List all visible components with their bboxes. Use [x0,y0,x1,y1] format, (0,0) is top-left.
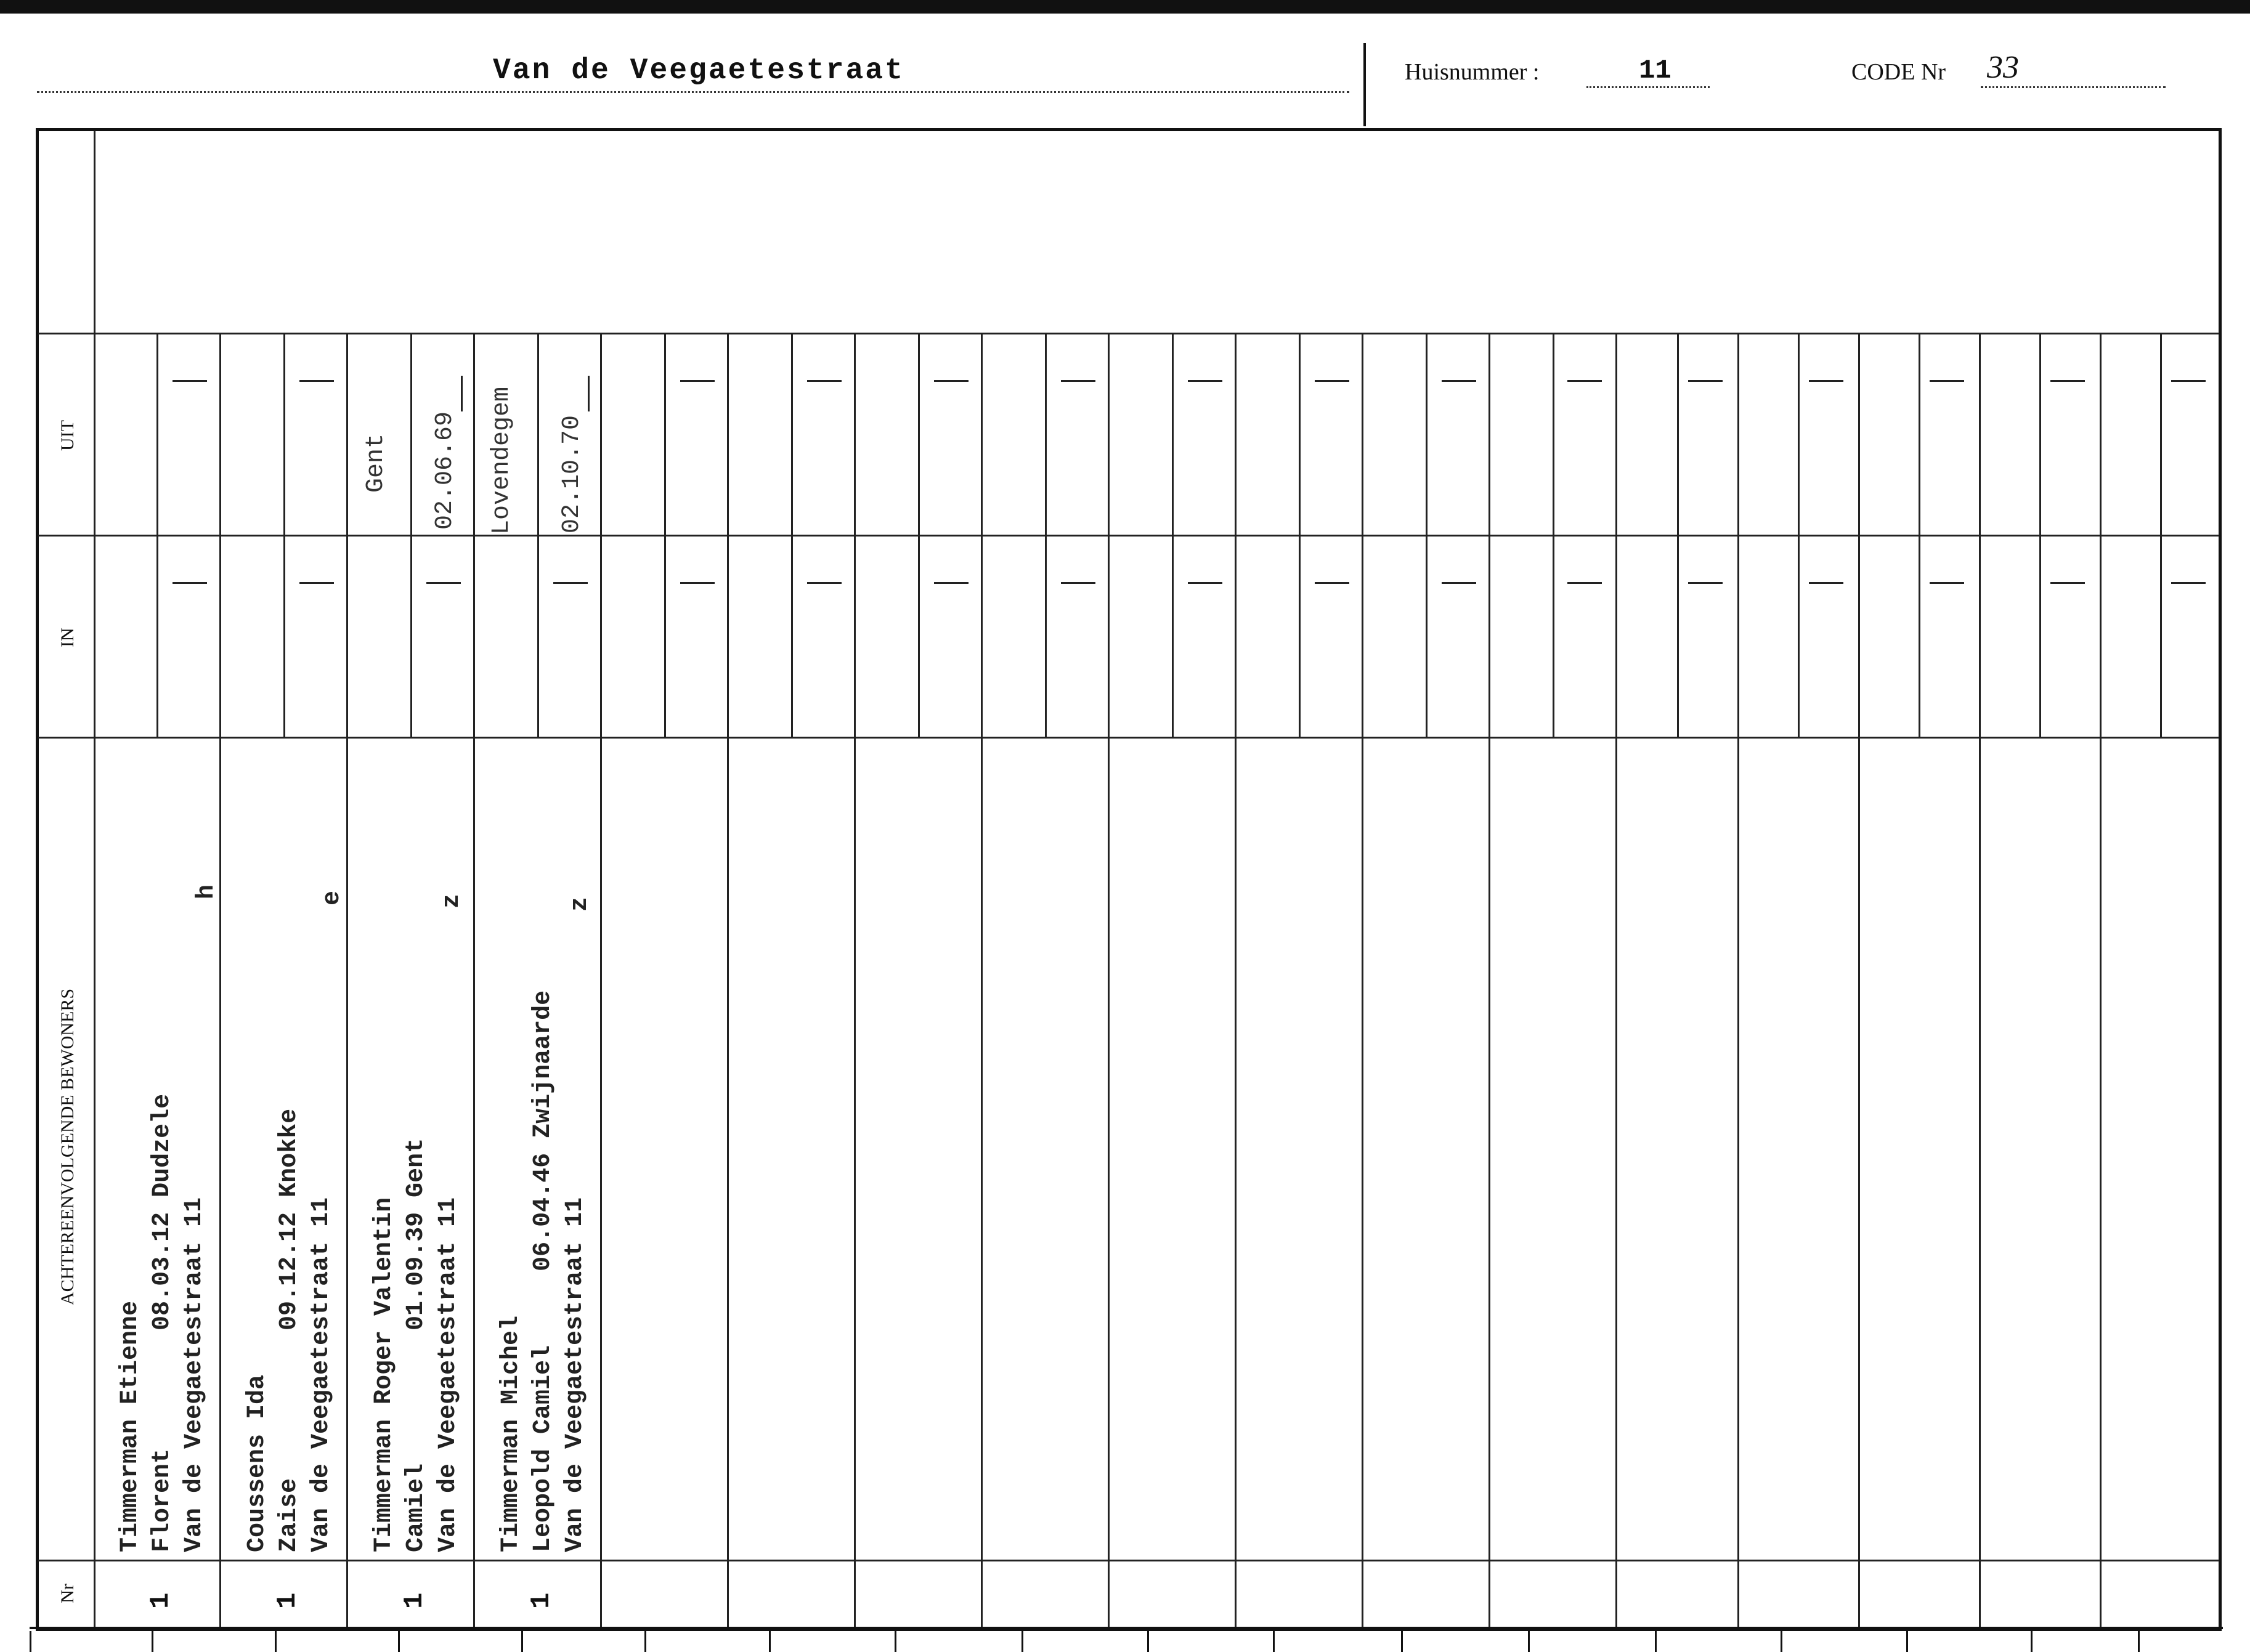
bottom-edge [30,1627,2223,1629]
in-dash [1315,582,1349,584]
subcol-divider [664,334,666,738]
col-divider [2100,334,2102,1627]
subcol-divider [537,334,539,738]
bottom-tick [895,1631,896,1652]
bottom-tick [769,1631,771,1652]
uit-dash [173,380,207,382]
uit-place: Gent [362,433,390,493]
in-dash [553,582,588,584]
uit-place: Lovendegem [488,386,516,535]
subcol-divider [2160,334,2162,738]
resident-details: Leopold Camiel 06.04.46 Zwijnaarde [529,990,557,1552]
in-dash [1930,582,1964,584]
in-dash [1809,582,1843,584]
col-divider [219,334,221,1627]
in-dash [426,582,461,584]
header-divider [1363,43,1366,126]
resident-name: Timmerman Roger Valentin [370,1197,398,1552]
code-label: CODE Nr [1851,59,1946,85]
resident-mark: e [319,890,346,905]
bewoners-label: ACHTEREENVOLGENDE BEWONERS [57,988,78,1306]
subcol-divider [791,334,793,738]
in-label: IN [57,628,78,647]
subcol-divider [1045,334,1047,738]
resident-name: Timmerman Michel [497,1315,525,1552]
bottom-tick [1655,1631,1657,1652]
uit-date: 02.10.70 [558,415,586,533]
row-divider-in-bewoners [38,737,2219,739]
resident-nr: 1 [272,1592,303,1609]
in-dash [1188,582,1222,584]
subcol-divider [156,334,158,738]
col-divider [1108,334,1110,1627]
bottom-tick [644,1631,646,1652]
huisnummer-value: 11 [1639,55,1671,86]
in-dash [173,582,207,584]
subcol-divider [918,334,920,738]
bottom-tick [152,1631,153,1652]
resident-address: Van de Veegaetestraat 11 [561,1197,589,1552]
in-dash [680,582,715,584]
resident-address: Van de Veegaetestraat 11 [434,1197,462,1552]
bottom-tick [1781,1631,1782,1652]
resident-address: Van de Veegaetestraat 11 [307,1197,335,1552]
col-divider [473,334,475,1627]
uit-dash [2171,380,2206,382]
uit-dash [1188,380,1222,382]
uit-dash [1930,380,1964,382]
in-dash [1688,582,1723,584]
uit-date-mark [461,376,463,411]
col-divider [1615,334,1617,1627]
uit-dash [1442,380,1476,382]
in-dash [807,582,842,584]
uit-dash [1688,380,1723,382]
resident-mark: z [566,896,594,912]
row-divider-top [94,333,2219,334]
subcol-divider [1426,334,1428,738]
col-divider [1858,334,1860,1627]
col-divider [600,334,602,1627]
row-divider-uit-in [38,535,2219,536]
bottom-tick [1528,1631,1530,1652]
uit-date-mark [588,376,590,411]
register-table [36,128,2222,1631]
resident-details: Florent 08.03.12 Dudzele [148,1093,176,1552]
subcol-divider [410,334,412,738]
bottom-tick [30,1631,31,1652]
top-black-bar [0,0,2250,14]
resident-nr: 1 [526,1592,557,1609]
row-divider-top-label [38,333,95,334]
col-divider [346,334,348,1627]
subcol-divider [1919,334,1920,738]
bottom-tick [521,1631,523,1652]
col-divider [1979,334,1981,1627]
street-name: Van de Veegaetestraat [493,54,904,87]
resident-details: Zaise 09.12.12 Knokke [275,1108,303,1552]
code-value: 33 [1987,50,2019,85]
in-dash [299,582,334,584]
col-divider [1488,334,1490,1627]
subcol-divider [1798,334,1800,738]
street-field [37,43,1349,93]
bottom-tick [275,1631,277,1652]
resident-address: Van de Veegaetestraat 11 [181,1197,208,1552]
resident-nr: 1 [145,1592,176,1609]
uit-dash [680,380,715,382]
subcol-divider [1172,334,1174,738]
uit-date: 02.06.69 [431,411,459,530]
resident-mark: z [438,893,466,909]
uit-dash [1809,380,1843,382]
resident-name: Coussens Ida [243,1374,271,1552]
bottom-tick [1021,1631,1023,1652]
nr-label: Nr [57,1584,78,1603]
uit-dash [807,380,842,382]
resident-nr: 1 [399,1592,430,1609]
in-dash [1061,582,1095,584]
col-divider [1737,334,1739,1627]
bottom-tick [2138,1631,2140,1652]
in-dash [934,582,969,584]
subcol-divider [283,334,285,738]
col-divider [854,334,856,1627]
bottom-tick [1401,1631,1403,1652]
row-divider-bewoners-nr [38,1560,2219,1561]
in-dash [1442,582,1476,584]
uit-dash [299,380,334,382]
uit-label: UIT [57,420,78,451]
in-dash [2171,582,2206,584]
subcol-divider [1553,334,1554,738]
subcol-divider [1677,334,1679,738]
resident-name: Timmerman Etienne [116,1300,144,1552]
bottom-tick [1906,1631,1908,1652]
in-dash [1567,582,1602,584]
col-divider [1235,334,1237,1627]
label-column-divider [94,131,95,1629]
resident-details: Camiel 01.09.39 Gent [402,1138,430,1552]
resident-mark: h [193,884,221,899]
uit-dash [2050,380,2085,382]
bottom-tick [1147,1631,1149,1652]
bottom-tick [1273,1631,1275,1652]
col-divider [727,334,729,1627]
col-divider [1362,334,1363,1627]
uit-dash [1061,380,1095,382]
uit-dash [1315,380,1349,382]
uit-dash [1567,380,1602,382]
col-divider [981,334,983,1627]
subcol-divider [2039,334,2041,738]
huisnummer-label: Huisnummer : [1405,59,1540,85]
uit-dash [934,380,969,382]
bottom-tick [398,1631,400,1652]
in-dash [2050,582,2085,584]
subcol-divider [1299,334,1301,738]
bottom-tick [2031,1631,2033,1652]
